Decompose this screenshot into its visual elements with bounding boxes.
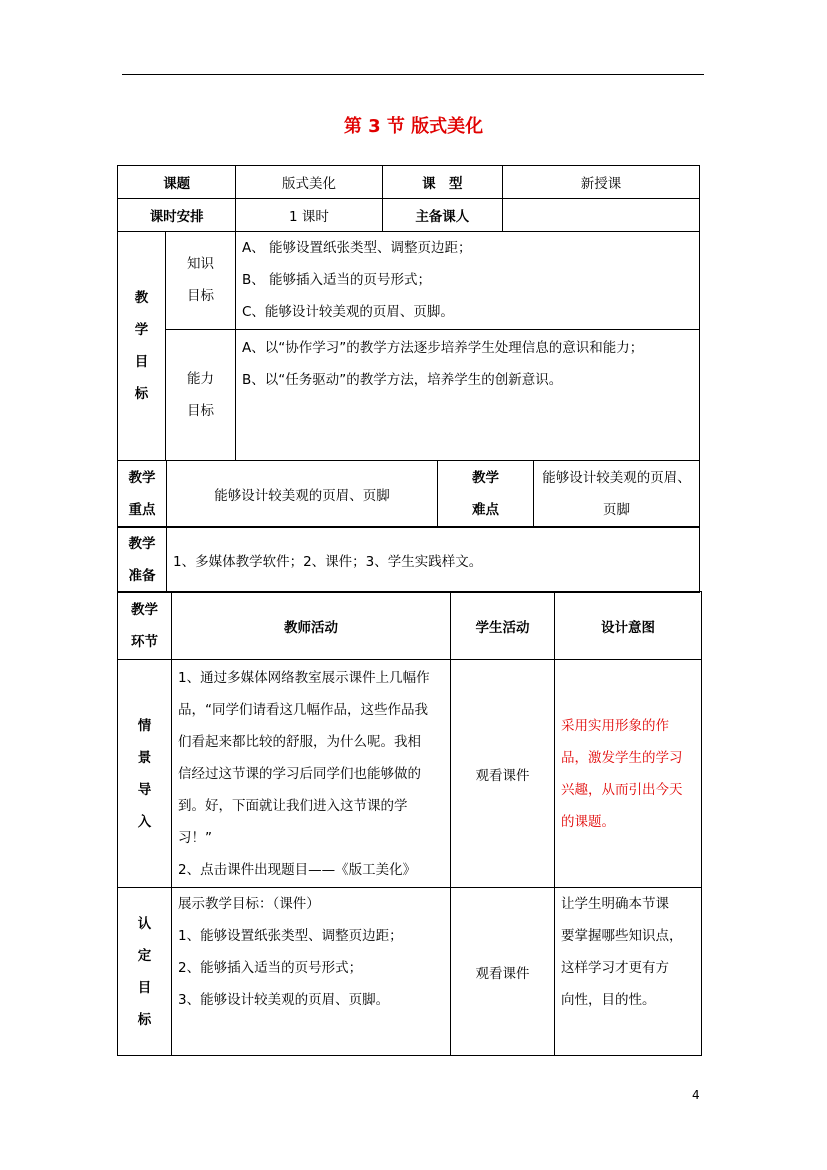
difficulty-label: 教学 难点 xyxy=(438,461,534,527)
teacher-activity-cell: 1、通过多媒体网络教室展示课件上几幅作 品，“同学们请看这几幅作品，这些作品我 们看起来都比较的舒服，为什么呢。我相 信经过这节课的学习后同学们也能够做的 到。好，下面就让我们进入这节课的学 习！” 2、点击课件出现题目——《版工美化》 xyxy=(172,660,451,888)
process-table xyxy=(117,591,702,1056)
ability-items xyxy=(236,329,700,460)
hours-value: 1 课时 xyxy=(236,199,382,232)
stage-header: 教学 环节 xyxy=(118,592,172,660)
table-row xyxy=(118,888,702,1056)
subject-value: 版式美化 xyxy=(236,166,382,199)
stage-cell: 认 定 目 标 xyxy=(118,888,172,1056)
knowledge-item: C、能够设计较美观的页眉、页脚。 xyxy=(242,304,454,320)
stage-cell: 情 景 导 入 xyxy=(118,660,172,888)
knowledge-items xyxy=(236,232,700,329)
design-intent-cell: 让学生明确本节课 要掌握哪些知识点， 这样学习才更有方 向性，目的性。 xyxy=(555,888,702,1056)
ability-label: 能力 目标 xyxy=(166,329,236,460)
focus-label: 教学 重点 xyxy=(118,461,167,527)
goals-table xyxy=(118,232,699,460)
teacher-activity-header: 教师活动 xyxy=(172,592,451,660)
goals-label: 教 学 目 标 xyxy=(118,232,166,460)
focus-value: 能够设计较美观的页眉、页脚 xyxy=(167,461,438,527)
student-activity-cell: 观看课件 xyxy=(451,660,555,888)
student-activity-cell: 观看课件 xyxy=(451,888,555,1056)
student-activity-header: 学生活动 xyxy=(451,592,555,660)
hours-label: 课时安排 xyxy=(118,199,236,232)
design-intent-cell: 采用实用形象的作 品，激发学生的学习 兴趣，从而引出今天 的课题。 xyxy=(555,660,702,888)
knowledge-item: A、 能够设置纸张类型、调整页边距； xyxy=(242,240,472,256)
knowledge-label: 知识 目标 xyxy=(166,232,236,329)
knowledge-item: B、 能够插入适当的页号形式； xyxy=(242,272,432,288)
difficulty-value: 能够设计较美观的页眉、 页脚 xyxy=(534,461,700,527)
page-number: 4 xyxy=(692,1088,700,1102)
type-value: 新授课 xyxy=(503,166,700,199)
type-label: 课 型 xyxy=(382,166,502,199)
design-intent-header: 设计意图 xyxy=(555,592,702,660)
ability-item: A、以“协作学习”的教学方法逐步培养学生处理信息的意识和能力； xyxy=(242,339,644,356)
page-title: 第 3 节 版式美化 xyxy=(343,116,484,137)
preparation-table xyxy=(117,527,700,593)
table-row xyxy=(118,660,702,888)
teacher-activity-cell: 展示教学目标：（课件） 1、能够设置纸张类型、调整页边距； 2、能够插入适当的页号形式； 3、能够设计较美观的页眉、页脚。 xyxy=(172,888,451,1056)
teacher-value xyxy=(503,199,700,232)
key-points-table xyxy=(117,460,700,527)
teacher-label: 主备课人 xyxy=(382,199,502,232)
info-table xyxy=(117,165,700,461)
subject-label: 课题 xyxy=(118,166,236,199)
ability-item: B、以“任务驱动”的教学方法，培养学生的创新意识。 xyxy=(242,371,563,388)
preparation-value: 1、多媒体教学软件；2、课件；3、学生实践样文。 xyxy=(167,528,700,593)
header-rule xyxy=(122,74,704,75)
preparation-label: 教学 准备 xyxy=(118,528,167,593)
